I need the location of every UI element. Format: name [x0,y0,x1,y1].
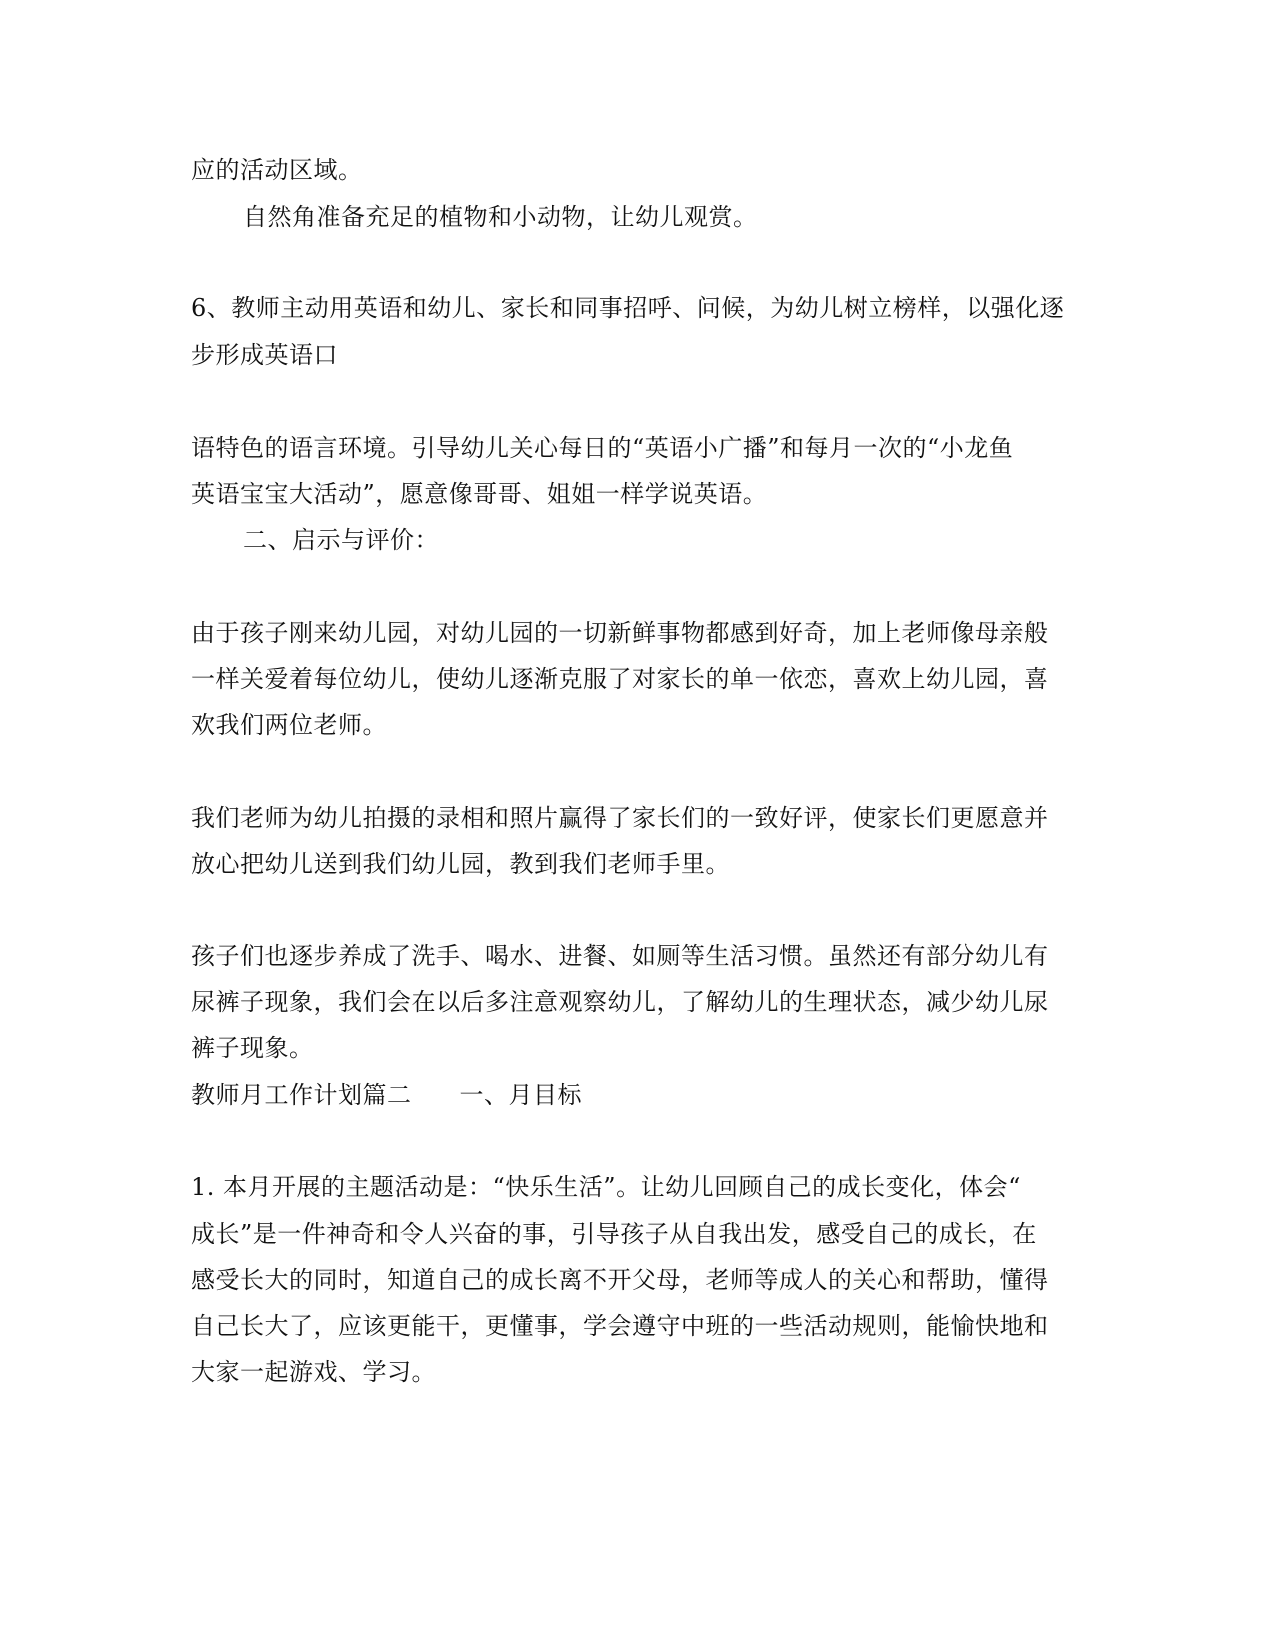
paragraph-line: 感受长大的同时，知道自己的成长离不开父母，老师等成人的关心和帮助，懂得 [191,1266,1049,1294]
paragraph-line: 英语宝宝大活动”，愿意像哥哥、姐姐一样学说英语。 [191,480,768,508]
paragraph-line: 尿裤子现象，我们会在以后多注意观察幼儿，了解幼儿的生理状态，减少幼儿尿 [191,988,1049,1016]
paragraph-line: 自然角准备充足的植物和小动物，让幼儿观赏。 [243,203,758,231]
section-subheading: 二、启示与评价： [243,526,439,554]
paragraph-line: 裤子现象。 [191,1034,314,1062]
paragraph-line: 成长”是一件神奇和令人兴奋的事，引导孩子从自我出发，感受自己的成长，在 [191,1220,1037,1248]
section-heading-subtitle: 一、月目标 [459,1081,582,1109]
paragraph-line: 由于孩子刚来幼儿园，对幼儿园的一切新鲜事物都感到好奇，加上老师像母亲般 [191,619,1049,647]
paragraph-line: 6、教师主动用英语和幼儿、家长和同事招呼、问候，为幼儿树立榜样，以强化逐 [191,294,1065,322]
paragraph-line: 孩子们也逐步养成了洗手、喝水、进餐、如厕等生活习惯。虽然还有部分幼儿有 [191,942,1049,970]
paragraph-line: 语特色的语言环境。引导幼儿关心每日的“英语小广播”和每月一次的“小龙鱼 [191,434,1014,462]
paragraph-line: 1. 本月开展的主题活动是：“快乐生活”。让幼儿回顾自己的成长变化，体会“ [191,1173,1021,1201]
section-heading [191,1079,582,1111]
paragraph-line: 放心把幼儿送到我们幼儿园，教到我们老师手里。 [191,850,730,878]
paragraph-line: 一样关爱着每位幼儿，使幼儿逐渐克服了对家长的单一依恋，喜欢上幼儿园，喜 [191,665,1049,693]
paragraph-line: 欢我们两位老师。 [191,711,387,739]
paragraph-line: 我们老师为幼儿拍摄的录相和照片赢得了家长们的一致好评，使家长们更愿意并 [191,804,1049,832]
paragraph-line: 大家一起游戏、学习。 [191,1358,436,1386]
paragraph-line: 步形成英语口 [191,341,338,369]
paragraph-line: 自己长大了，应该更能干，更懂事，学会遵守中班的一些活动规则，能愉快地和 [191,1312,1049,1340]
section-heading-title: 教师月工作计划篇二 [191,1081,412,1109]
paragraph-line: 应的活动区域。 [191,156,363,184]
